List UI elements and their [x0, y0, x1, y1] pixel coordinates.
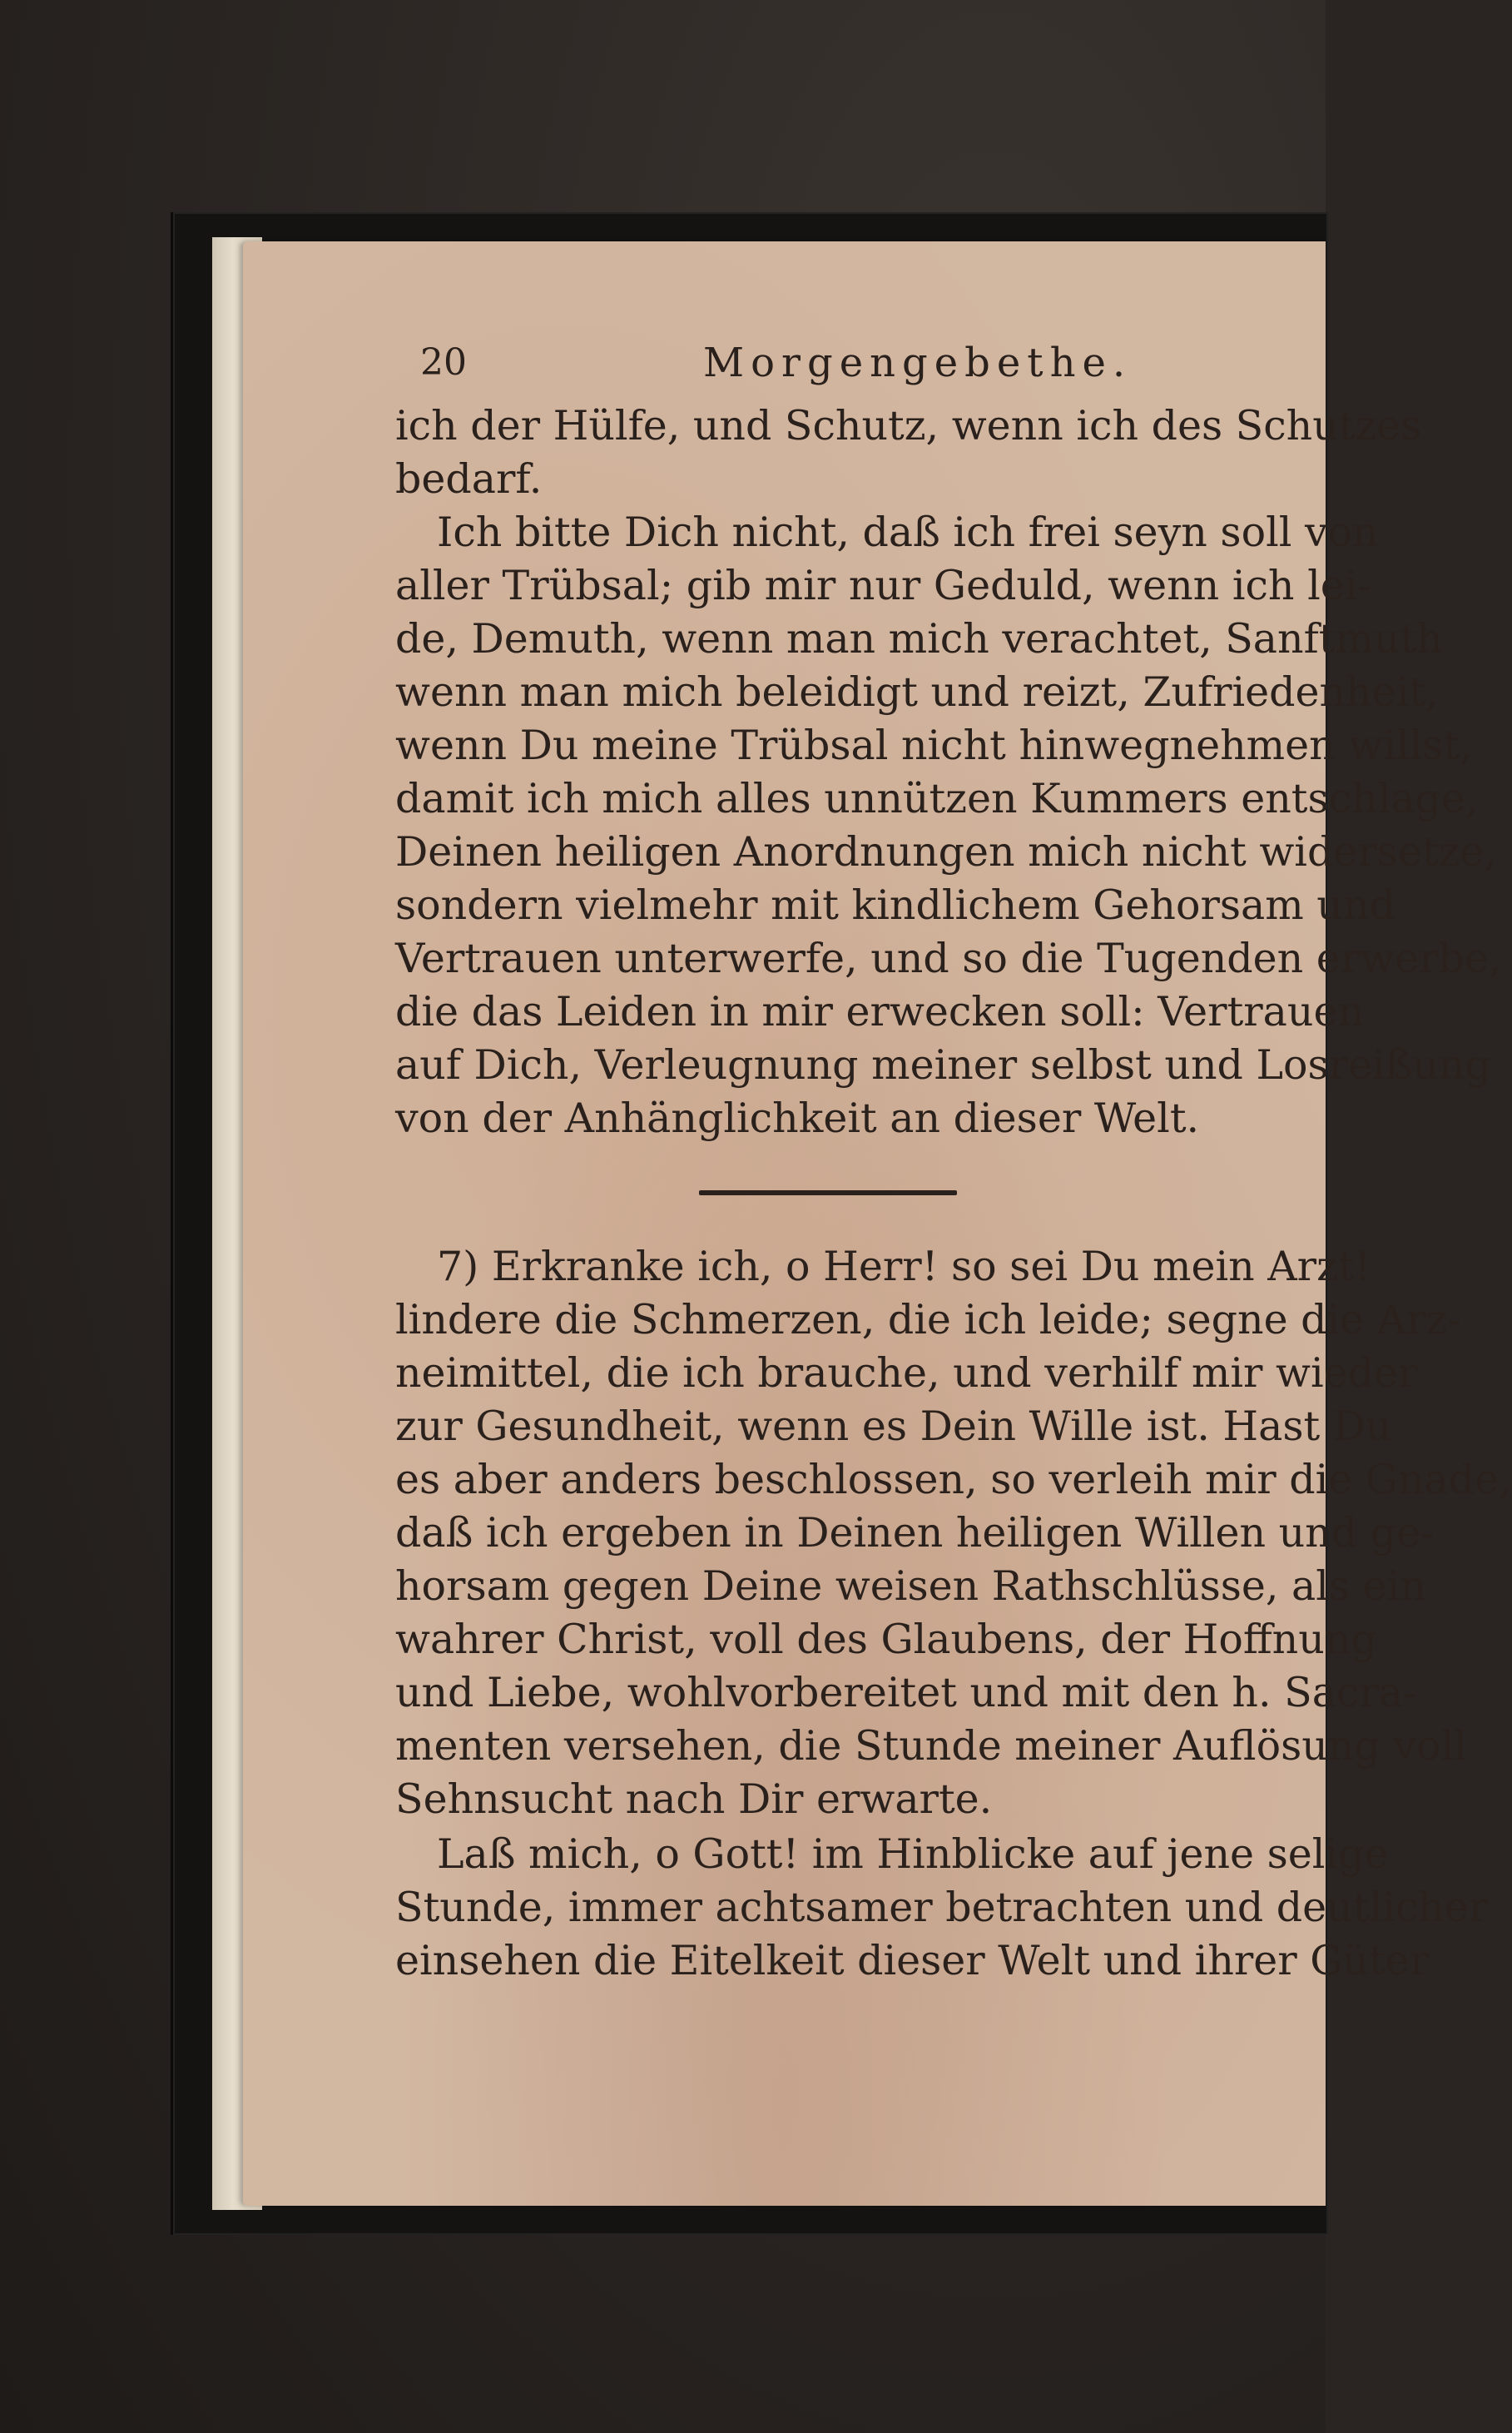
text-line: menten versehen, die Stunde meiner Auflösung voll — [395, 1722, 1467, 1770]
text-line: einsehen die Eitelkeit dieser Welt und ihrer Güter — [395, 1937, 1430, 1984]
text-line: es aber anders beschlossen, so verleih mir die Gnade, — [395, 1456, 1512, 1503]
text-line: bedarf. — [395, 455, 543, 503]
text-line: aller Trübsal; gib mir nur Geduld, wenn ich lei- — [395, 562, 1371, 609]
page-number: 20 — [420, 341, 467, 384]
section-divider — [699, 1190, 957, 1195]
paragraph-erkranke — [395, 1240, 1512, 1826]
text-line: von der Anhänglichkeit an dieser Welt. — [395, 1095, 1200, 1142]
text-line: auf Dich, Verleugnung meiner selbst und Losreißung — [395, 1041, 1491, 1089]
text-line: de, Demuth, wenn man mich verachtet, Sanftmuth — [395, 615, 1443, 663]
text-line: wahrer Christ, voll des Glaubens, der Hoffnung — [395, 1616, 1377, 1663]
paragraph-continuation — [395, 400, 1422, 506]
text-line: damit ich mich alles unnützen Kummers entschlage, — [395, 775, 1479, 822]
text-line: wenn man mich beleidigt und reizt, Zufriedenheit, — [395, 668, 1439, 716]
text-line: Sehnsucht nach Dir erwarte. — [395, 1775, 993, 1823]
text-line: Vertrauen unterwerfe, und so die Tugenden erwerbe, — [395, 935, 1502, 982]
text-line: Stunde, immer achtsamer betrachten und deutlicher — [395, 1884, 1489, 1931]
text-line: 7) Erkranke ich, o Herr! so sei Du mein Arzt! — [437, 1243, 1371, 1290]
text-line: und Liebe, wohlvorbereitet und mit den h. Sacra- — [395, 1669, 1417, 1716]
text-line: Deinen heiligen Anordnungen mich nicht widersetze, — [395, 828, 1497, 876]
paragraph-stunde — [395, 1828, 1489, 1988]
text-line: horsam gegen Deine weisen Rathschlüsse, als ein — [395, 1562, 1426, 1610]
text-line: die das Leiden in mir erwecken soll: Vertrauen — [395, 988, 1365, 1035]
text-line: wenn Du meine Trübsal nicht hinwegnehmen willst, — [395, 722, 1473, 769]
text-line: ich der Hülfe, und Schutz, wenn ich des Schutzes — [395, 402, 1422, 449]
text-line: Ich bitte Dich nicht, daß ich frei seyn soll von — [437, 509, 1379, 556]
text-line: sondern vielmehr mit kindlichem Gehorsam und — [395, 881, 1396, 929]
text-line: Laß mich, o Gott! im Hinblicke auf jene selige — [437, 1830, 1389, 1878]
page-title: Morgengebethe. — [703, 340, 1133, 386]
page-text — [395, 333, 1512, 1988]
text-line: lindere die Schmerzen, die ich leide; segne die Arz- — [395, 1296, 1461, 1343]
text-line: neimittel, die ich brauche, und verhilf mir wieder — [395, 1349, 1418, 1397]
text-line: zur Gesundheit, wenn es Dein Wille ist. Hast Du — [395, 1403, 1392, 1450]
text-line: daß ich ergeben in Deinen heiligen Willen und ge- — [395, 1509, 1435, 1557]
running-head — [395, 333, 1294, 400]
paragraph-trübsal — [395, 506, 1502, 1145]
